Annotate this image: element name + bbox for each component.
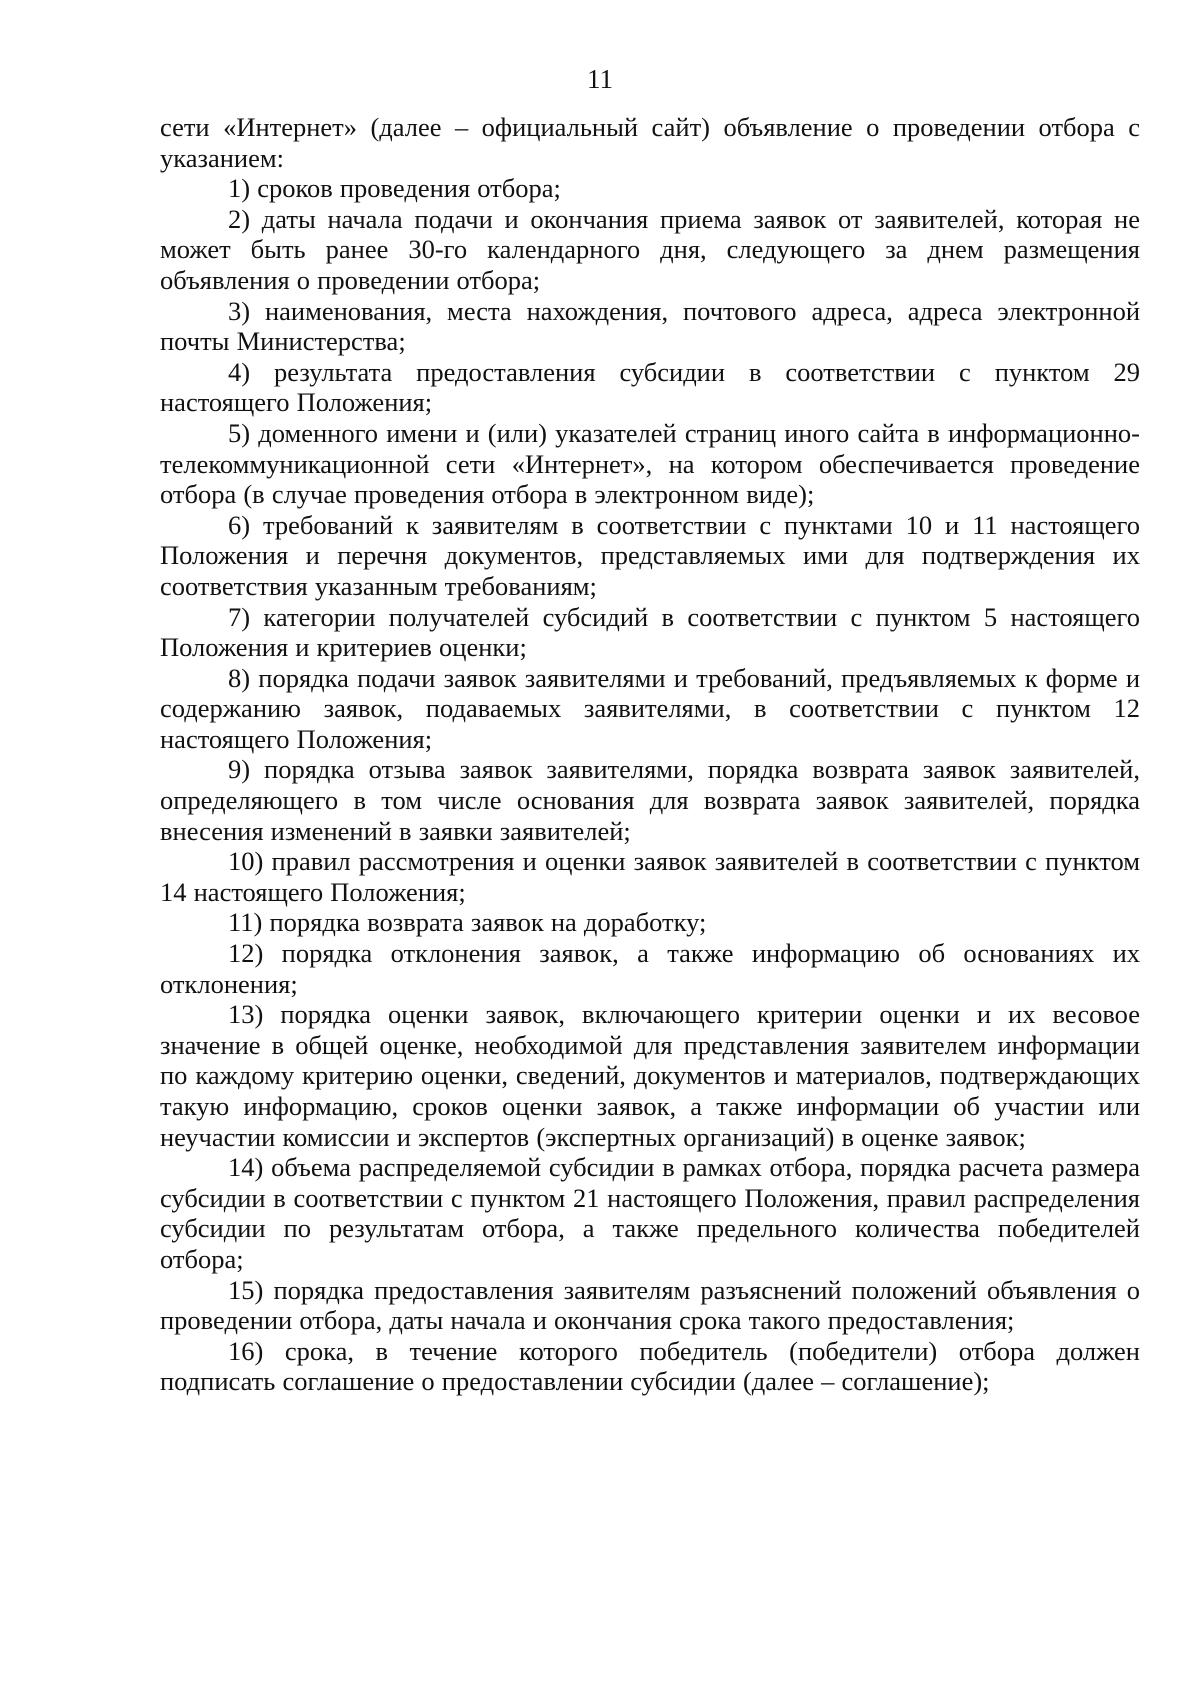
list-item: 12) порядка отклонения заявок, а также информацию об основаниях их отклонения; xyxy=(160,938,1140,999)
list-item: 5) доменного имени и (или) указателей страниц иного сайта в информационно-телекоммуникационной сети «Интернет», на котором обеспечивается проведение отбора (в случае проведения отбора в электронном виде); xyxy=(160,417,1140,510)
page-number: 11 xyxy=(587,64,613,94)
list-item: 4) результата предоставления субсидии в соответствии с пунктом 29 настоящего Положения; xyxy=(160,356,1140,418)
list-item: 10) правил рассмотрения и оценки заявок заявителей в соответствии с пунктом 14 настоящего Положения; xyxy=(160,846,1140,907)
list-item: 16) срока, в течение которого победитель (победители) отбора должен подписать соглашение о предоставлении субсидии (далее – соглашение); xyxy=(160,1335,1140,1397)
list-item: 2) даты начала подачи и окончания приема заявок от заявителей, которая не может быть ранее 30-го календарного дня, следующего за днем размещения объявления о проведении отбора; xyxy=(160,203,1140,295)
list-item: 7) категории получателей субсидий в соответствии с пунктом 5 настоящего Положения и критериев оценки; xyxy=(160,601,1140,663)
list-item: 14) объема распределяемой субсидии в рамках отбора, порядка расчета размера субсидии в соответствии с пунктом 21 настоящего Положения, правил распределения субсидии по результатам отбора, а также предельного количества победителей отбора; xyxy=(160,1152,1140,1274)
list-item: 15) порядка предоставления заявителям разъяснений положений объявления о проведении отбора, даты начала и окончания срока такого предоставления; xyxy=(160,1274,1140,1336)
list-item: 3) наименования, места нахождения, почтового адреса, адреса электронной почты Министерства; xyxy=(160,295,1140,357)
list-item: 9) порядка отзыва заявок заявителями, порядка возврата заявок заявителей, определяющего в том числе основания для возврата заявок заявителей, порядка внесения изменений в заявки заявителей; xyxy=(160,754,1140,846)
document-body xyxy=(160,112,1140,1397)
lead-paragraph: сети «Интернет» (далее – официальный сайт) объявление о проведении отбора с указанием: xyxy=(160,112,1140,173)
list-item: 11) порядка возврата заявок на доработку; xyxy=(228,907,707,938)
list-item: 13) порядка оценки заявок, включающего критерии оценки и их весовое значение в общей оценке, необходимой для представления заявителем информации по каждому критерию оценки, сведений, документов и материалов, подтверждающих такую информацию, сроков оценки заявок, а также информации об участии или неучастии комиссии и экспертов (экспертных организаций) в оценке заявок; xyxy=(160,999,1140,1152)
list-item: 6) требований к заявителям в соответствии с пунктами 10 и 11 настоящего Положения и перечня документов, представляемых ими для подтверждения их соответствия указанным требованиям; xyxy=(160,509,1140,601)
list-item: 8) порядка подачи заявок заявителями и требований, предъявляемых к форме и содержанию заявок, подаваемых заявителями, в соответствии с пунктом 12 настоящего Положения; xyxy=(160,662,1140,754)
list-item: 1) сроков проведения отбора; xyxy=(228,173,561,204)
